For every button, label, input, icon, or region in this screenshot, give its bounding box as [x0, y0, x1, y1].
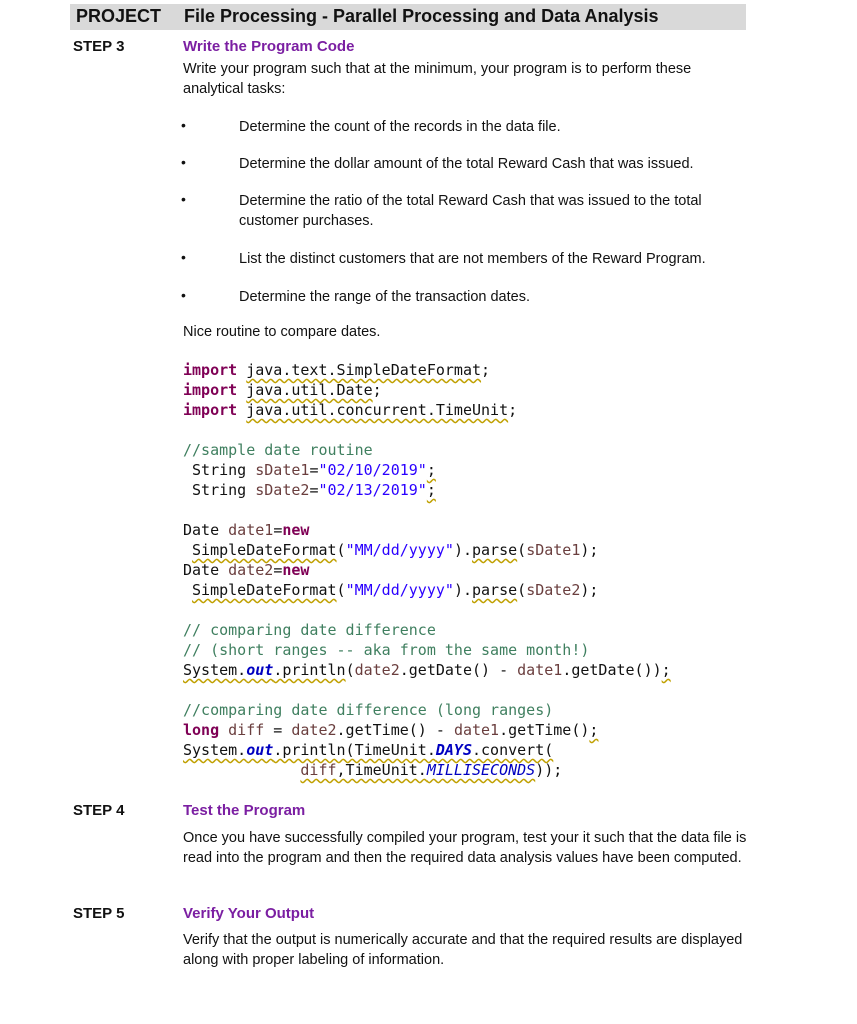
- bullet-item: Determine the ratio of the total Reward Cash that was issued to the total customer purchases.: [239, 193, 702, 229]
- bullet-icon: •: [181, 154, 186, 170]
- bullet-icon: •: [181, 249, 186, 265]
- code-long-diff: //comparing date difference (long ranges) long diff = date2.getTime() - date1.getTime(); System.out.println(TimeUnit.DAYS.convert( diff,TimeUnit.MILLISECONDS));: [183, 701, 599, 779]
- step3-label: STEP 3: [73, 38, 125, 55]
- code-parse-dates: Date date1=new SimpleDateFormat("MM/dd/yyyy").parse(sDate1); Date date2=new SimpleDateFormat("MM/dd/yyyy").parse(sDate2);: [183, 521, 599, 599]
- step3-title: Write the Program Code: [183, 38, 355, 55]
- bullet-icon: •: [181, 191, 186, 207]
- step5-text: Verify that the output is numerically accurate and that the required results are displayed along with proper labeling of information.: [183, 932, 743, 968]
- step3-intro: Write your program such that at the minimum, your program is to perform these analytical tasks:: [183, 61, 692, 97]
- code-short-diff: // comparing date difference // (short ranges -- aka from the same month!) System.out.println(date2.getDate() - date1.getDate());: [183, 621, 671, 679]
- bullet-item: List the distinct customers that are not members of the Reward Program.: [239, 251, 706, 267]
- bullet-item: Determine the dollar amount of the total Reward Cash that was issued.: [239, 156, 694, 172]
- step5-label: STEP 5: [73, 905, 125, 922]
- bullet-icon: •: [181, 117, 186, 133]
- project-header: [70, 4, 746, 30]
- step4-label: STEP 4: [73, 802, 125, 819]
- bullet-item: Determine the range of the transaction dates.: [239, 289, 530, 305]
- step5-title: Verify Your Output: [183, 905, 315, 922]
- step4-title: Test the Program: [183, 802, 306, 819]
- date-routine-note: Nice routine to compare dates.: [183, 324, 381, 340]
- step4-text: Once you have successfully compiled your program, test your it such that the data file is read into the program and then the required data analysis values have been computed.: [183, 830, 747, 866]
- code-sample-dates: //sample date routine String sDate1="02/10/2019"; String sDate2="02/13/2019";: [183, 441, 436, 499]
- project-label: PROJECT: [76, 6, 162, 26]
- code-imports: import java.text.SimpleDateFormat; import java.util.Date; import java.util.concurrent.TimeUnit;: [183, 361, 518, 419]
- project-title: File Processing - Parallel Processing and Data Analysis: [184, 6, 659, 26]
- bullet-icon: •: [181, 287, 186, 303]
- bullet-item: Determine the count of the records in the data file.: [239, 119, 561, 135]
